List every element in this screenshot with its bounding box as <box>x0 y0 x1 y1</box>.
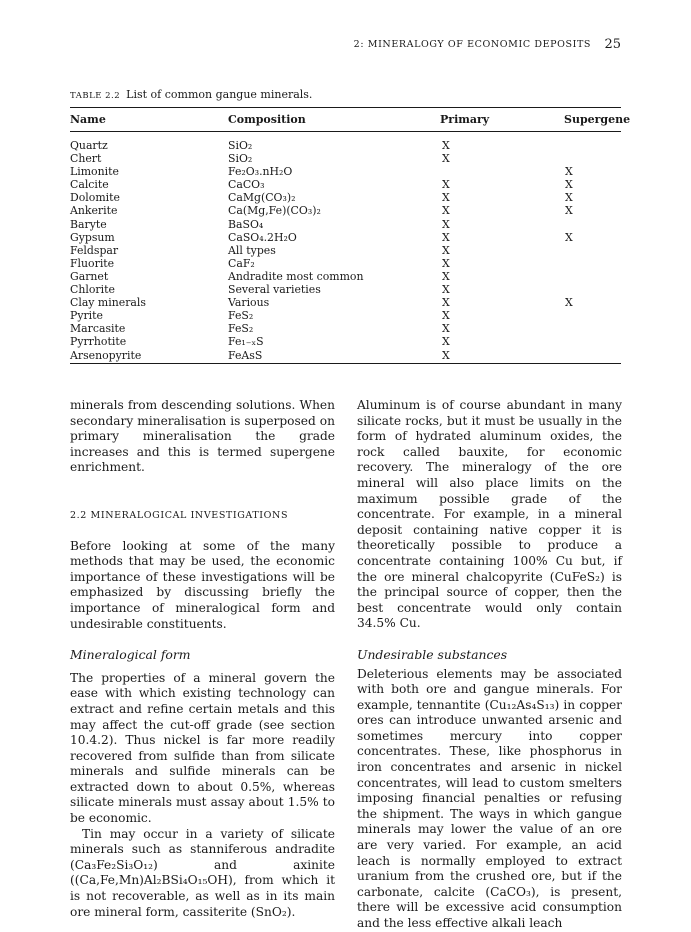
table-caption-text: List of common gangue minerals. <box>126 88 313 101</box>
table-cell-name: Arsenopyrite <box>70 348 142 362</box>
table-row <box>70 244 621 257</box>
table-cell-name: Chlorite <box>70 283 115 297</box>
table-cell-name: Feldspar <box>70 243 119 257</box>
paragraph: minerals from descending solutions. When secondary mineralisation is superposed on primary mineralisation the grade increases and this is termed supergene enrichment. <box>70 398 335 475</box>
table-label: TABLE 2.2 <box>70 91 121 101</box>
table-cell-name: Pyrrhotite <box>70 335 127 349</box>
table-cell-composition: FeAsS <box>228 348 263 362</box>
table-cell-composition: Several varieties <box>228 283 321 297</box>
table-row <box>70 204 621 217</box>
table-bottom-rule <box>70 363 621 364</box>
paragraph: The properties of a mineral govern the ease with which existing technology can extract and refine certain metals and this may affect the cut-off grade (see section 10.4.2). Thus nickel is far more readily recovered from sulfide than from silicate minerals and sulfide minerals can be extracted down to about 0.5%, whereas silicate minerals must assay about 1.5% to be economic. <box>70 670 335 826</box>
table-cell-name: Baryte <box>70 217 107 231</box>
table-cell-composition: Fe₂O₃.nH₂O <box>228 165 293 179</box>
table-cell-primary: X <box>442 152 450 166</box>
table-cell-name: Fluorite <box>70 256 115 270</box>
subheading: Undesirable substances <box>357 646 508 662</box>
right-column <box>357 398 622 932</box>
table-cell-name: Dolomite <box>70 191 120 205</box>
table-cell-composition: Fe₁₋ₓS <box>228 335 264 349</box>
table-cell-primary: X <box>442 243 450 257</box>
table-cell-name: Garnet <box>70 269 109 283</box>
paragraph: Before looking at some of the many methods that may be used, the economic importance of these investigations will be emphasized by discussing briefly the importance of mineralogical form and undesirable constituents. <box>70 538 335 631</box>
table-cell-primary: X <box>442 322 450 336</box>
table-row <box>70 152 621 165</box>
paragraph: Aluminum is of course abundant in many silicate rocks, but it must be usually in the form of hydrated aluminum oxides, the rock called bauxite, for economic recovery. The mineralogy of the ore mineral will also place limits on the maximum possible grade of the concentrate. For example, in a mineral deposit containing native copper it is theoretically possible to produce a concentrate containing 100% Cu but, if the ore mineral chalcopyrite (CuFeS₂) is the principal source of copper, then the best concentrate would only contain 34.5% Cu. <box>357 398 622 631</box>
table-cell-primary: X <box>442 230 450 244</box>
column-header-name: Name <box>70 113 106 126</box>
table-row <box>70 191 621 204</box>
table-cell-name: Quartz <box>70 139 108 152</box>
table-cell-primary: X <box>442 296 450 310</box>
table-row <box>70 231 621 244</box>
table-cell-primary: X <box>442 256 450 270</box>
table-cell-primary: X <box>442 283 450 297</box>
table-cell-primary: X <box>442 348 450 362</box>
table-cell-supergene: X <box>565 191 573 205</box>
table-cell-composition: CaMg(CO₃)₂ <box>228 191 296 205</box>
table-cell-composition: Various <box>228 296 270 310</box>
table-row <box>70 296 621 309</box>
table-row <box>70 139 621 152</box>
table-caption <box>70 88 312 101</box>
table-cell-primary: X <box>442 335 450 349</box>
table-cell-primary: X <box>442 178 450 192</box>
table-cell-name: Ankerite <box>70 204 118 218</box>
table-cell-composition: FeS₂ <box>228 322 254 336</box>
table-header-rule <box>70 131 621 132</box>
table-cell-composition: FeS₂ <box>228 309 254 323</box>
table-cell-composition: CaCO₃ <box>228 178 265 192</box>
running-title: 2: MINERALOGY OF ECONOMIC DEPOSITS <box>353 39 591 50</box>
table-cell-composition: SiO₂ <box>228 152 253 166</box>
table-row <box>70 165 621 178</box>
subheading: Mineralogical form <box>70 647 191 663</box>
column-header-composition: Composition <box>228 113 306 126</box>
column-header-supergene: Supergene <box>564 113 631 126</box>
table-body <box>70 139 621 362</box>
table-cell-primary: X <box>442 269 450 283</box>
table-row <box>70 349 621 362</box>
table-cell-composition: CaSO₄.2H₂O <box>228 230 297 244</box>
table-cell-name: Gypsum <box>70 230 115 244</box>
table-cell-name: Limonite <box>70 165 119 179</box>
table-row <box>70 322 621 335</box>
table-cell-supergene: X <box>565 230 573 244</box>
table-cell-composition: SiO₂ <box>228 139 253 152</box>
table-row <box>70 335 621 348</box>
table-cell-name: Calcite <box>70 178 109 192</box>
table-cell-primary: X <box>442 204 450 218</box>
table-cell-name: Pyrite <box>70 309 103 323</box>
page-header <box>70 37 621 57</box>
table-cell-name: Clay minerals <box>70 296 146 310</box>
table-cell-name: Marcasite <box>70 322 126 336</box>
table-cell-primary: X <box>442 139 450 152</box>
table-cell-composition: All types <box>228 243 276 257</box>
table-cell-primary: X <box>442 191 450 205</box>
table-cell-supergene: X <box>565 204 573 218</box>
table-cell-supergene: X <box>565 178 573 192</box>
table-cell-primary: X <box>442 309 450 323</box>
table-cell-supergene: X <box>565 296 573 310</box>
page-number: 25 <box>604 37 621 52</box>
table-top-rule <box>70 107 621 108</box>
table-row <box>70 309 621 322</box>
table-row <box>70 257 621 270</box>
table-cell-supergene: X <box>565 165 573 179</box>
paragraph: Tin may occur in a variety of silicate minerals such as stanniferous andradite (Ca₃Fe₂Si₃O₁₂) and axinite ((Ca,Fe,Mn)Al₂BSi₄O₁₅OH), from which it is not recoverable, as well as in its main ore mineral form, cassiterite (SnO₂). <box>70 826 335 919</box>
table-row <box>70 178 621 191</box>
table-cell-composition: BaSO₄ <box>228 217 264 231</box>
table-cell-composition: Ca(Mg,Fe)(CO₃)₂ <box>228 204 321 218</box>
left-column <box>70 398 335 920</box>
paragraph: Deleterious elements may be associated with both ore and gangue minerals. For example, tennantite (Cu₁₂As₄S₁₃) in copper ores can introduce unwanted arsenic and sometimes mercury into copper concentrates. These, like phosphorus in iron concentrates and arsenic in nickel concentrates, will lead to custom smelters imposing financial penalties or refusing the shipment. The ways in which gangue minerals may lower the value of an ore are very varied. For example, an acid leach is normally employed to extract uranium from the crushed ore, but if the carbonate, calcite (CaCO₃), is present, there will be excessive acid consumption and the less effective alkali leach <box>357 666 622 930</box>
table-row <box>70 283 621 296</box>
table-cell-composition: Andradite most common <box>228 269 364 283</box>
section-heading: 2.2 MINERALOGICAL INVESTIGATIONS <box>70 509 289 521</box>
table-cell-primary: X <box>442 217 450 231</box>
table-cell-name: Chert <box>70 152 102 166</box>
column-header-primary: Primary <box>440 113 490 126</box>
table-row <box>70 218 621 231</box>
table-row <box>70 270 621 283</box>
table-cell-composition: CaF₂ <box>228 256 255 270</box>
